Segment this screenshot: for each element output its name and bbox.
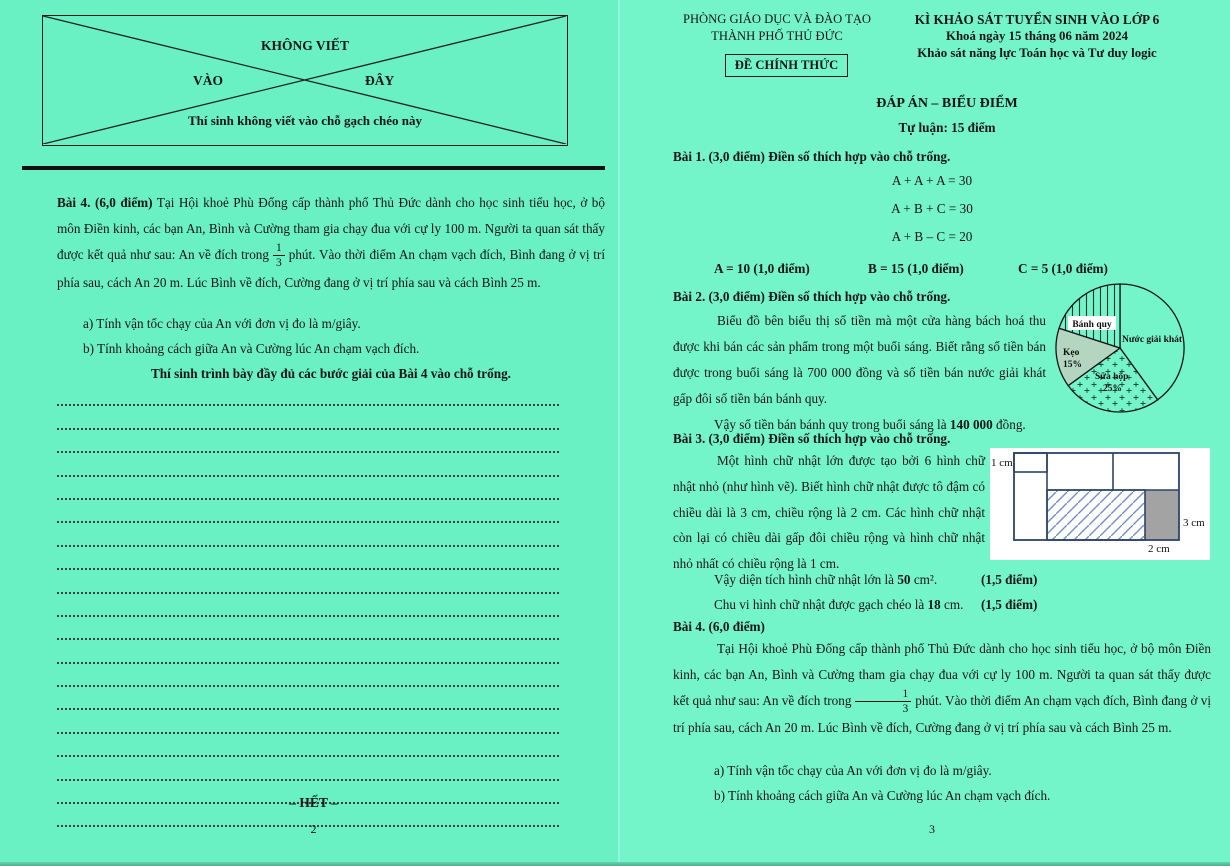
header-dept-line2: THÀNH PHỐ THỦ ĐỨC xyxy=(711,29,843,43)
answer-line xyxy=(57,757,559,780)
pie-label-nuoc-giai-khat: Nước giải khát xyxy=(1122,335,1183,345)
header-exam-line3: Khảo sát năng lực Toán học và Tư duy logic xyxy=(917,46,1157,60)
answer-key-subtitle: Tự luận: 15 điểm xyxy=(898,120,996,135)
answer-line xyxy=(57,594,559,617)
bai2-body: Biểu đồ bên biểu thị số tiền mà một cửa hàng bách hoá thu được khi bán các sản phẩm trong một buổi sáng. Biết rằng số tiền bán được trong buổi sáng là 700 000 đồng và số tiền bán nước giải khát gấp đôi số tiền bán bánh quy. xyxy=(673,313,1046,406)
bai4-body-right: Tại Hội khoẻ Phù Đổng cấp thành phố Thủ Đức dành cho học sinh tiểu học, ở bộ môn Điền kinh, các bạn An, Bình và Cường tham gia chạy đua với cự ly 100 m. Người ta quan sát thấy được kết quả như sau: An về đích trong $\frac{1}{3}$ phút. Vào thời điểm An chạm vạch đích, Bình đang ở vị trí phía sau, cách An 20 m. Lúc Bình về đích, Cường đang ở vị trí phía sau và cách Bình 25 m. xyxy=(673,641,1212,736)
answer-line xyxy=(57,640,559,663)
bai1-answer-a: A = 10 (1,0 điểm) xyxy=(714,261,810,276)
bai2-heading: Bài 2. (3,0 điểm) Điền số thích hợp vào chỗ trống. xyxy=(673,289,951,304)
bai4-body-2: phút. Vào thời điểm An chạm vạch đích, Bình đang ở vị trí phía sau, cách An 20 m. Lúc Bình về đích, Cường đang ở vị trí phía sau và cách Bình 25 m. xyxy=(57,247,605,290)
bai4-item-b: b) Tính khoảng cách giữa An và Cường lúc An chạm vạch đích. xyxy=(83,341,420,356)
no-write-line2-right: ĐÂY xyxy=(365,73,395,88)
scan-bottom-edge xyxy=(0,862,1230,866)
header-exam-line1: KÌ KHẢO SÁT TUYỂN SINH VÀO LỚP 6 xyxy=(914,12,1160,27)
answer-line xyxy=(57,430,559,453)
fraction-one-third-right: $\frac{1}{3}$ xyxy=(855,688,911,715)
official-exam-badge: ĐỀ CHÍNH THỨC xyxy=(725,54,848,77)
bai1-heading: Bài 1. (3,0 điểm) Điền số thích hợp vào chỗ trống. xyxy=(673,149,951,164)
answer-line xyxy=(57,664,559,687)
answer-line xyxy=(57,687,559,710)
bai1-equation-1: A + A + A = 30 xyxy=(891,173,973,188)
bai1-equation-2: A + B + C = 30 xyxy=(891,201,973,216)
page-number-right: 3 xyxy=(929,822,935,836)
header-exam-line2: Khoá ngày 15 tháng 06 năm 2024 xyxy=(945,29,1129,43)
answer-line xyxy=(57,734,559,757)
bai3-conclusion-2: Chu vi hình chữ nhật được gạch chéo là 18 cm. (1,5 điểm) xyxy=(714,592,1214,618)
answer-lines xyxy=(57,383,559,827)
pie-label-keo: Kẹo xyxy=(1063,348,1080,358)
figure-label-3cm: 3 cm xyxy=(1183,517,1205,529)
end-marker: – HẾT – xyxy=(289,795,338,810)
fraction-one-third: $\frac{1}{3}$ xyxy=(273,242,285,269)
pie-label-sua-hop-pct: 25% xyxy=(1103,384,1122,394)
bai2-answer-value: 140 000 xyxy=(949,417,993,432)
bai4-label: Bài 4. (6,0 điểm) xyxy=(57,195,153,210)
bai3-answer-area: 50 xyxy=(897,572,911,587)
small-rectangle xyxy=(1014,453,1047,472)
page-number-left: 2 xyxy=(310,822,317,836)
answer-line xyxy=(57,570,559,593)
pie-label-banh-quy: Bánh quy xyxy=(1072,320,1112,330)
shaded-rectangle xyxy=(1145,490,1179,540)
no-write-box xyxy=(42,15,568,146)
bai3-points-1: (1,5 điểm) xyxy=(981,572,1038,587)
bai3-figure-drawing xyxy=(990,448,1210,560)
pie-label-keo-pct: 15% xyxy=(1063,360,1082,370)
answer-line xyxy=(57,547,559,570)
bai1-equation-3: A + B – C = 20 xyxy=(891,229,973,244)
bai4-heading-right: Bài 4. (6,0 điểm) xyxy=(673,619,765,634)
figure-label-1cm: 1 cm xyxy=(991,457,1013,469)
figure-label-2cm: 2 cm xyxy=(1148,543,1170,555)
answer-line xyxy=(57,453,559,476)
answer-line xyxy=(57,523,559,546)
bai3-figure xyxy=(990,448,1210,560)
answer-key-title: ĐÁP ÁN – BIỂU ĐIỂM xyxy=(876,96,1018,111)
bai3-body: Một hình chữ nhật lớn được tạo bởi 6 hình chữ nhật nhỏ (như hình vẽ). Biết hình chữ nhật được tô đậm có chiều dài là 3 cm, chiều rộng là 2 cm. Các hình chữ nhật còn lại có chiều dài gấp đôi chiều rộng và hình chữ nhật nhỏ nhất có chiều rộng là 1 cm. xyxy=(673,453,985,572)
bai3-points-2: (1,5 điểm) xyxy=(981,597,1038,612)
bai2-conclusion: Vậy số tiền bán bánh quy trong buổi sáng là 140 000 đồng. xyxy=(714,417,1026,432)
bai1-answer-b: B = 15 (1,0 điểm) xyxy=(868,261,964,276)
bai3-conclusion-1: Vậy diện tích hình chữ nhật lớn là 50 cm². (1,5 điểm) xyxy=(714,567,1214,593)
right-page xyxy=(618,0,1230,866)
divider-rule xyxy=(22,166,605,170)
answer-line xyxy=(57,406,559,429)
bai4-body-1: Tại Hội khoẻ Phù Đổng cấp thành phố Thủ Đức dành cho học sinh tiểu học, ở bộ môn Điền kinh, các bạn An, Bình và Cường tham gia chạy đua với cự ly 100 m. Người ta quan sát thấy được kết quả như sau: An về đích trong xyxy=(57,195,605,262)
hatched-rectangle xyxy=(1047,490,1145,540)
bai4-problem-text xyxy=(57,190,605,296)
bai4-item-a: a) Tính vận tốc chạy của An với đơn vị đo là m/giây. xyxy=(83,316,361,331)
no-write-line2-left: VÀO xyxy=(193,73,223,88)
answer-line xyxy=(57,500,559,523)
bai3-answer-perimeter: 18 xyxy=(927,597,941,612)
pie-label-sua-hop: Sữa hộp xyxy=(1095,372,1129,382)
bai4-note: Thí sinh trình bày đầy đủ các bước giải của Bài 4 vào chỗ trống. xyxy=(151,366,511,381)
bai4-item-b-right: b) Tính khoảng cách giữa An và Cường lúc An chạm vạch đích. xyxy=(714,788,1051,803)
answer-line xyxy=(57,383,559,406)
header-dept-line1: PHÒNG GIÁO DỤC VÀ ĐÀO TẠO xyxy=(682,12,872,26)
bai1-answer-c: C = 5 (1,0 điểm) xyxy=(1018,261,1108,276)
answer-line xyxy=(57,477,559,500)
pie-chart xyxy=(1048,276,1200,422)
no-write-line1: KHÔNG VIẾT xyxy=(261,38,349,53)
answer-line xyxy=(57,710,559,733)
no-write-line3: Thí sinh không viết vào chỗ gạch chéo này xyxy=(187,113,423,128)
bai3-heading: Bài 3. (3,0 điểm) Điền số thích hợp vào chỗ trống. xyxy=(673,431,951,446)
answer-line xyxy=(57,617,559,640)
bai4-item-a-right: a) Tính vận tốc chạy của An với đơn vị đo là m/giây. xyxy=(714,763,992,778)
